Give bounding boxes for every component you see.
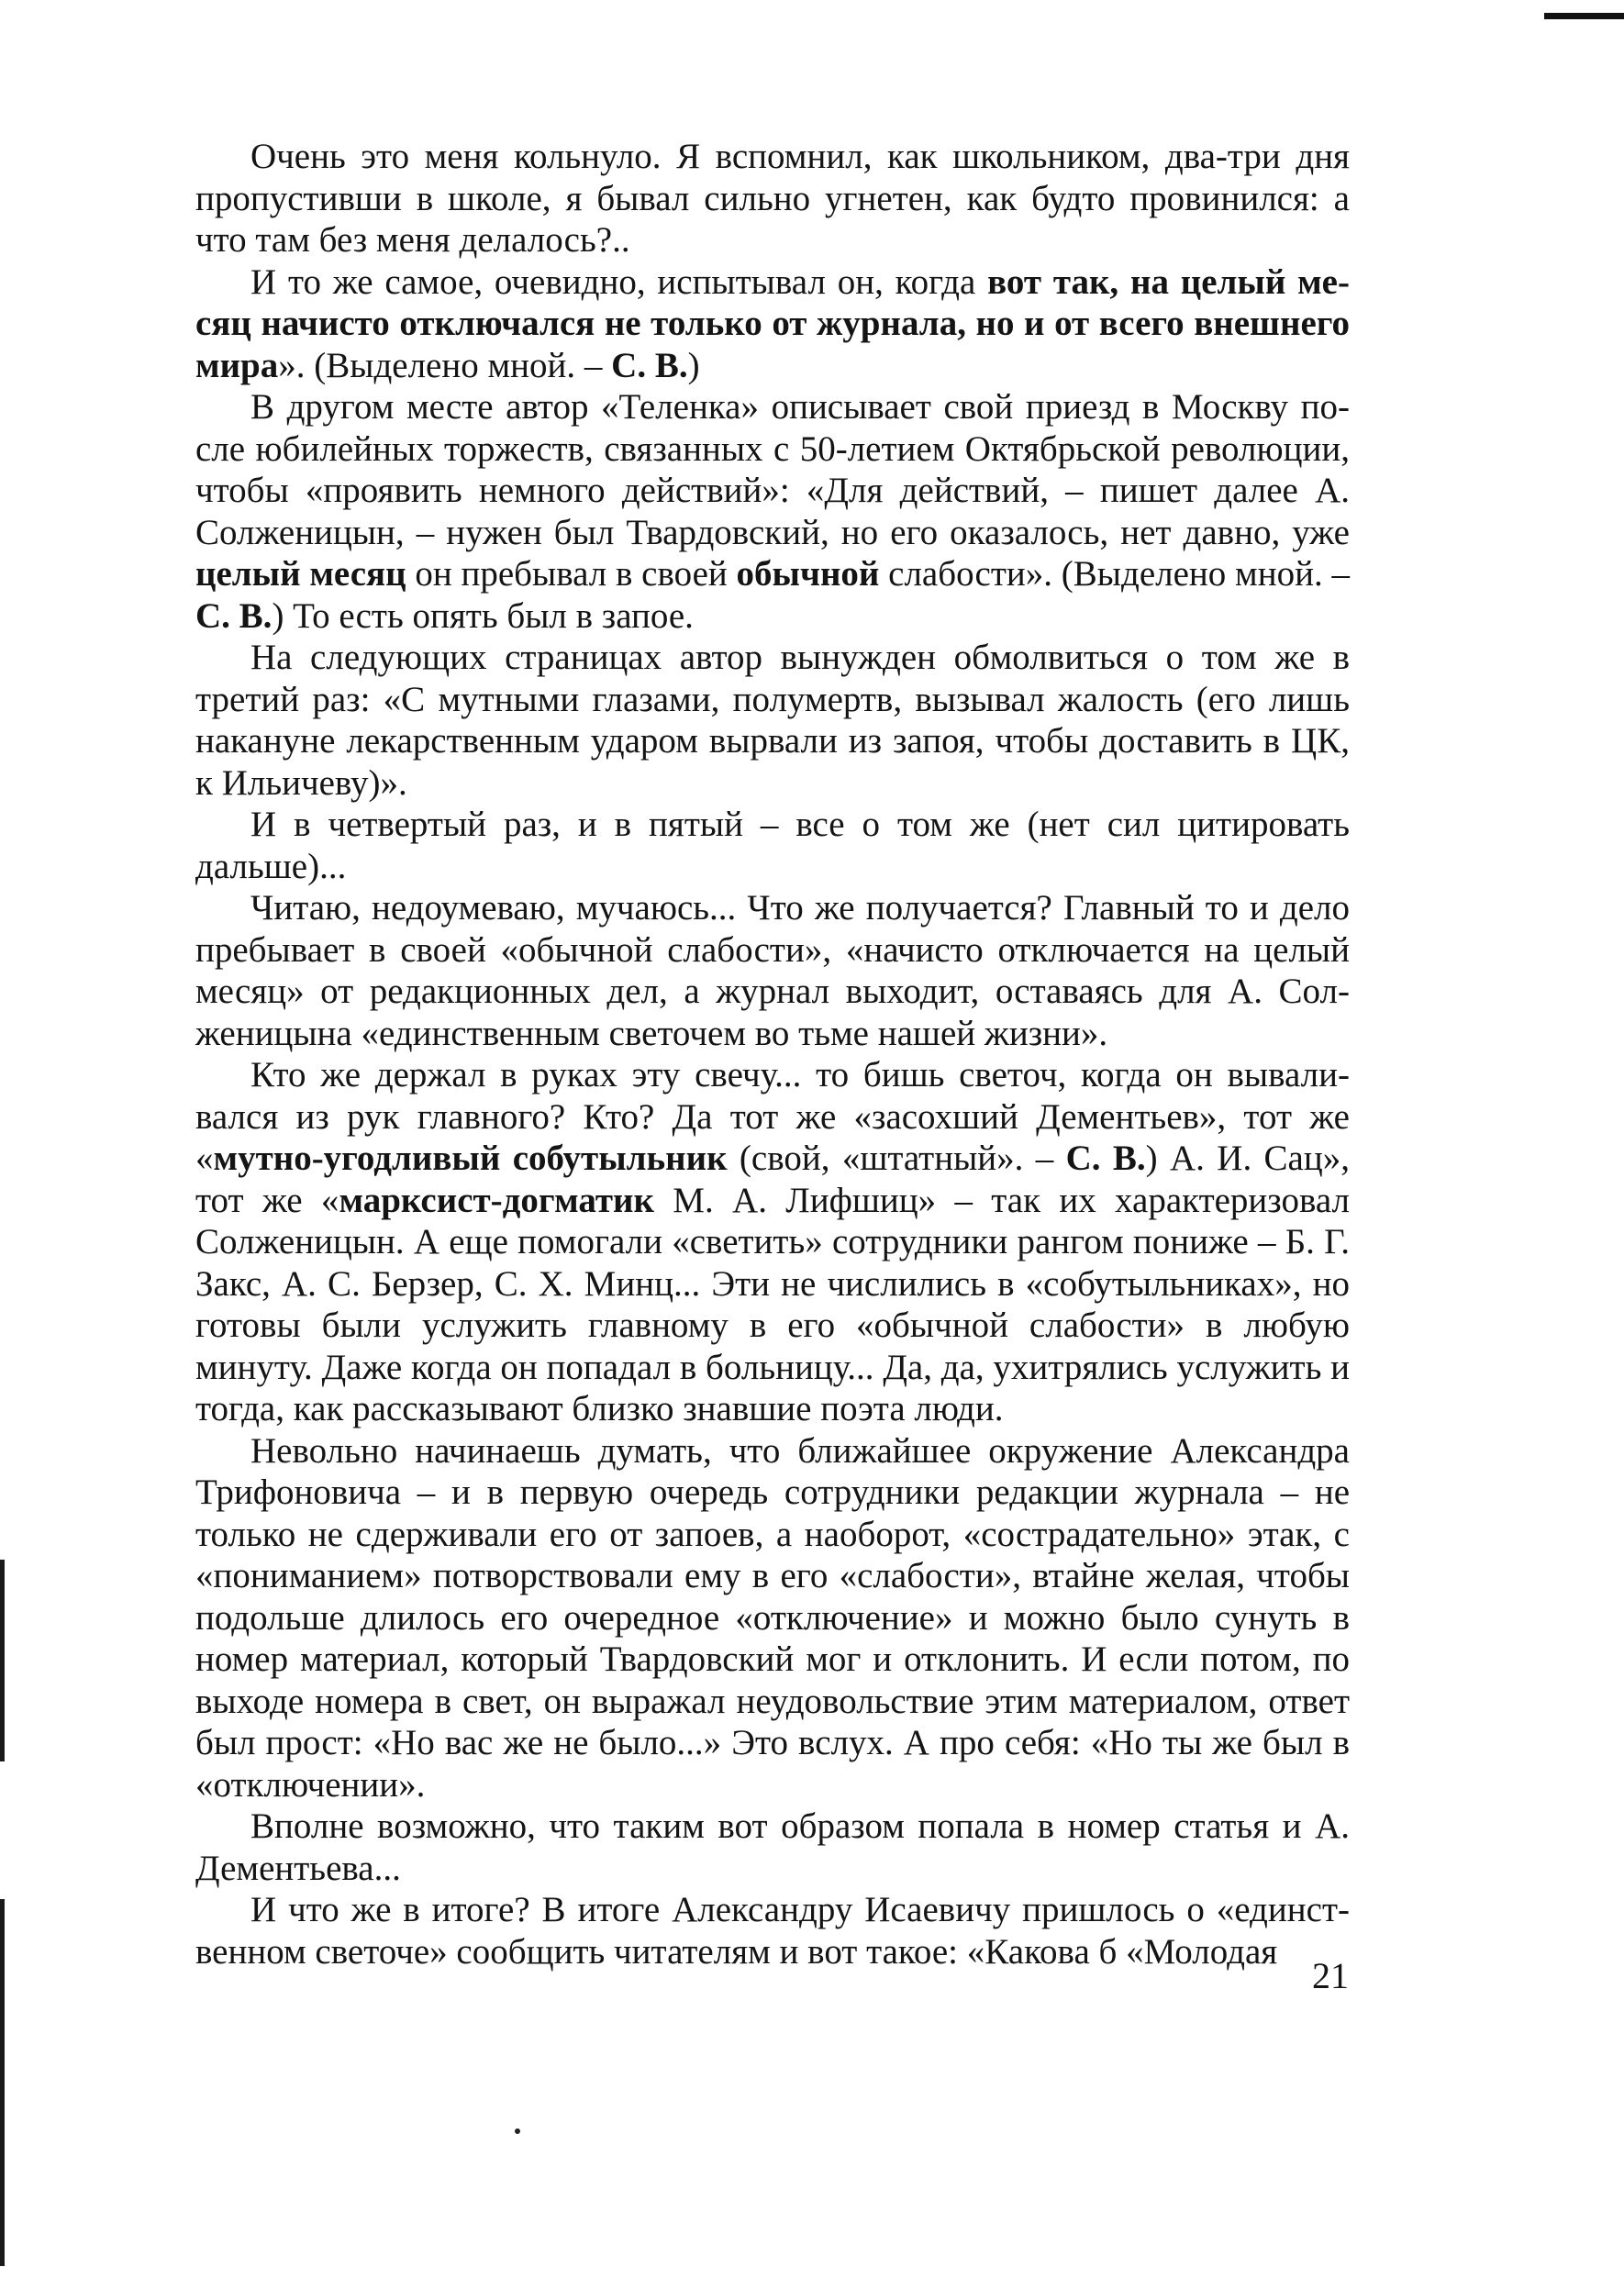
- body-text: [195, 136, 1350, 1972]
- text-run: М. А. Лифшиц» – так их характеризовал Солженицын. А еще помогали «светить» сотрудники рангом пониже – Б. Г. Закс, А. С. Берзер, С. Х. Минц... Эти не числились в «собутыльниках», но готовы были услужить главному в его «обычной слабости» в любую минуту. Даже когда он попадал в больницу... Да, да, ухитрялись услужить и тогда, как рассказывают близко знавшие поэта люди.: [195, 1180, 1350, 1428]
- text-run: слабости». (Выделено мной. –: [879, 554, 1350, 594]
- scan-edge-mark: [0, 1560, 5, 1761]
- text-run: И что же в итоге? В итоге Александру Исаевичу пришлось о «единственном светоче» сообщить читателям и вот такое: «Какова б «Молодая: [195, 1890, 1350, 1972]
- paragraph: [195, 1430, 1350, 1806]
- emphasized-text: вот так, на целый месяц начисто отключался не только от журнала, но и от всего внешнего мира: [195, 261, 1350, 385]
- emphasized-text: С. В.: [1065, 1139, 1146, 1178]
- emphasized-text: С. В.: [195, 595, 273, 636]
- text-run: ): [687, 345, 700, 385]
- emphasized-text: марксист-догматик: [339, 1180, 654, 1220]
- text-run: ) А. И. Сац», тот же «: [195, 1139, 1350, 1220]
- emphasized-text: мутно-угодливый собутыльник: [213, 1139, 728, 1178]
- text-run: ) То есть опять был в запое.: [272, 595, 694, 636]
- paragraph: [195, 1806, 1350, 1889]
- text-run: он пребывал в своей: [406, 554, 737, 594]
- paragraph: [195, 804, 1350, 887]
- text-run: ». (Выделено мной. –: [278, 345, 612, 385]
- text-run: Кто же держал в руках эту свечу... то бишь светоч, когда он вываливался из рук главного? Кто? Да тот же «засохший Дементьев», тот же «: [195, 1055, 1350, 1178]
- text-run: И то же самое, очевидно, испытывал он, когда: [250, 261, 988, 302]
- emphasized-text: целый месяц: [195, 554, 406, 594]
- scan-speck: [515, 2128, 520, 2134]
- text-run: Очень это меня кольнуло. Я вспомнил, как школьником, два-три дня пропустивши в школе, я бывал сильно угнетен, как будто провинился: а что там без меня делалось?..: [195, 137, 1350, 260]
- text-run: (свой, «штатный». –: [727, 1139, 1066, 1178]
- page-number: 21: [1312, 1955, 1349, 1996]
- text-run: Вполне возможно, что таким вот образом попала в номер статья и А. Дементьева...: [195, 1806, 1350, 1888]
- paragraph: [195, 1054, 1350, 1430]
- paragraph: [195, 637, 1350, 804]
- scan-edge-mark: [0, 1899, 5, 2266]
- paragraph: [195, 261, 1350, 387]
- emphasized-text: обычной: [736, 554, 880, 594]
- paragraph: [195, 136, 1350, 261]
- paragraph: [195, 1889, 1350, 1972]
- emphasized-text: С. В.: [611, 345, 688, 385]
- paragraph: [195, 887, 1350, 1054]
- text-run: На следующих страницах автор вынужден обмолвиться о том же в третий раз: «С мутными глазами, полумертв, вызывал жалость (его лишь накануне лекарственным ударом вырвали из запоя, чтобы доставить в ЦК, к Ильичеву)».: [195, 638, 1350, 803]
- paragraph: [195, 386, 1350, 637]
- top-edge-rule: [1544, 13, 1624, 19]
- text-run: Невольно начинаешь думать, что ближайшее окружение Александра Трифоновича – и в первую очередь сотрудники редакции журнала – не только не сдерживали его от запоев, а наоборот, «сострадательно» этак, с «пониманием» потворствовали ему в его «слабости», втайне желая, чтобы подольше длилось его очередное «отключение» и можно было сунуть в номер материал, который Твардовский мог и отклонить. И если потом, по выходе номера в свет, он выражал неудовольствие этим материалом, ответ был прост: «Но вас же не было...» Это вслух. А про себя: «Но ты же был в «отключении».: [195, 1430, 1350, 1805]
- text-run: И в четвертый раз, и в пятый – все о том же (нет сил цитировать дальше)...: [195, 805, 1350, 886]
- text-run: Читаю, недоумеваю, мучаюсь... Что же получается? Главный то и дело пребывает в своей «обычной слабости», «начисто отключается на целый месяц» от редакционных дел, а журнал выходит, оставаясь для А. Солженицына «единственным светочем во тьме нашей жизни».: [195, 888, 1350, 1053]
- text-run: В другом месте автор «Теленка» описывает свой приезд в Москву после юбилейных торжеств, связанных с 50-летием Октябрьской революции, чтобы «проявить немного действий»: «Для действий, – пишет далее А. Солженицын, – нужен был Твардовский, но его оказалось, нет давно, уже: [195, 387, 1350, 552]
